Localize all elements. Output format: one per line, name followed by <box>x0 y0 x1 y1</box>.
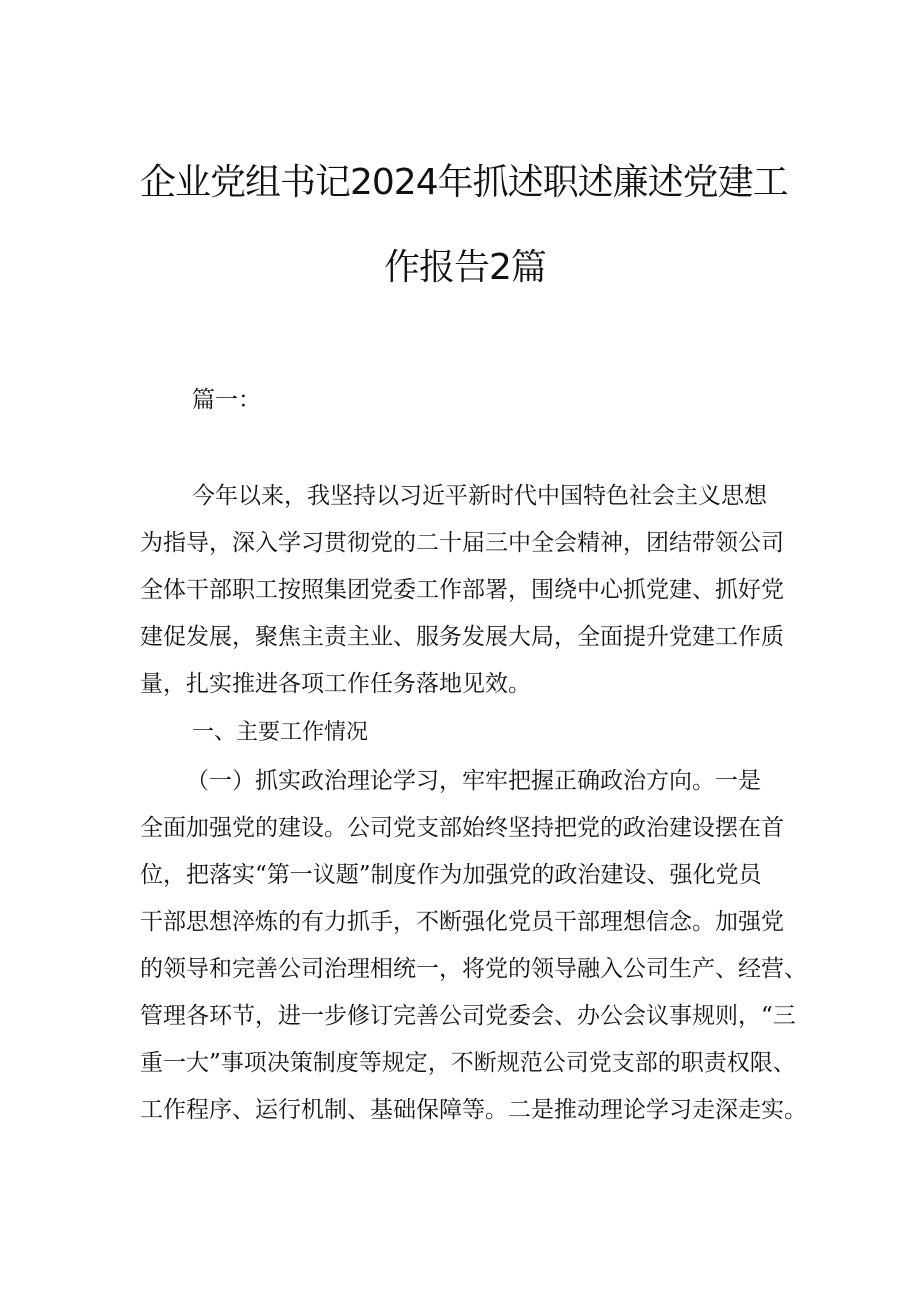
section-label: 篇一： <box>192 387 261 413</box>
body-line: 工作程序、运行机制、基础保障等。二是推动理论学习走深走实。 <box>140 1097 807 1123</box>
intro-line: 量，扎实推进各项工作任务落地见效。 <box>140 671 531 697</box>
body-line: 全面加强党的建设。公司党支部始终坚持把党的政治建设摆在首 <box>140 815 784 841</box>
body-line: 管理各环节，进一步修订完善公司党委会、办公会议事规则，“三 <box>140 1003 796 1029</box>
intro-line: 全体干部职工按照集团党委工作部署，围绕中心抓党建、抓好党 <box>140 577 784 603</box>
body-line: （一）抓实政治理论学习，牢牢把握正确政治方向。一是 <box>186 768 761 794</box>
body-line: 干部思想淬炼的有力抓手，不断强化党员干部理想信念。加强党 <box>140 909 784 935</box>
body-line: 位，把落实“第一议题”制度作为加强党的政治建设、强化党员 <box>140 862 762 888</box>
intro-line: 今年以来，我坚持以习近平新时代中国特色社会主义思想 <box>192 483 767 509</box>
intro-line: 为指导，深入学习贯彻党的二十届三中全会精神，团结带领公司 <box>140 530 784 556</box>
body-line: 的领导和完善公司治理相统一，将党的领导融入公司生产、经营、 <box>140 956 807 982</box>
body-line: 重一大”事项决策制度等规定，不断规范公司党支部的职责权限、 <box>140 1050 796 1076</box>
document-title-line-1: 企业党组书记2024年抓述职述廉述党建工 <box>140 162 788 203</box>
section-heading: 一、主要工作情况 <box>192 720 369 745</box>
document-title-line-2: 作报告2篇 <box>384 247 546 288</box>
intro-line: 建促发展，聚焦主责主业、服务发展大局，全面提升党建工作质 <box>140 624 784 650</box>
